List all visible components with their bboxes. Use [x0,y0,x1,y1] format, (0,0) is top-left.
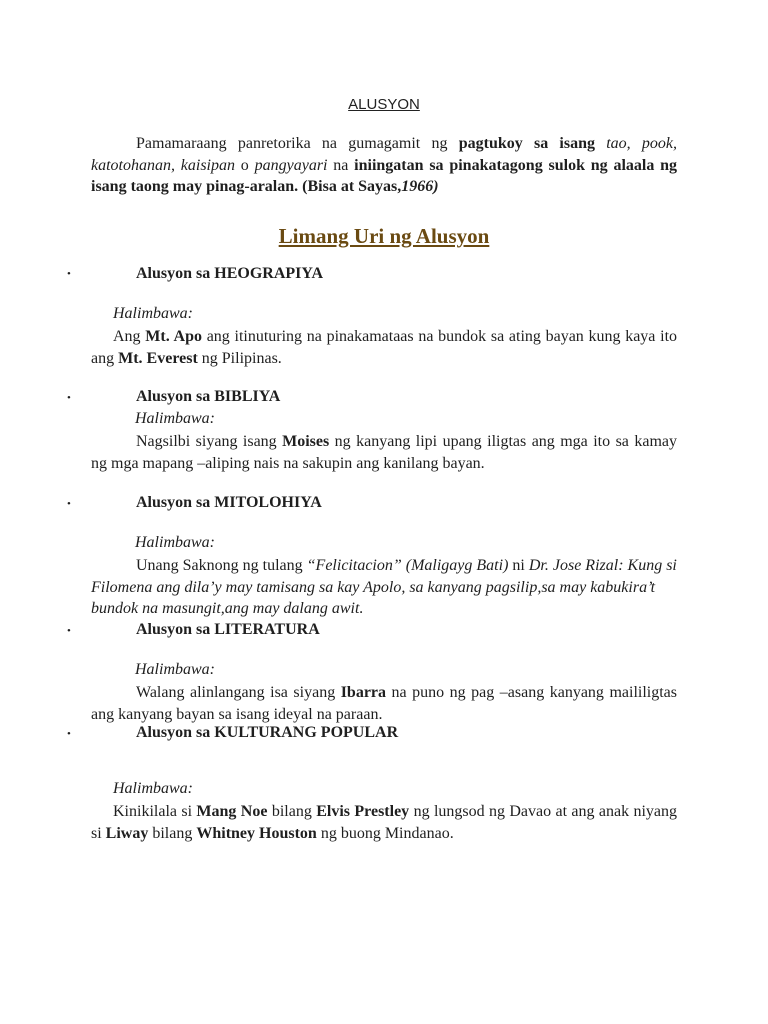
bold-run: Liway [105,824,149,842]
italic-run: Dr. Jose Rizal: Kung si Filomena ang dila’y may tamisang sa kay Apolo, sa kanyang pagsilip,sa may kabukira’t bundok na masungit,ang may dalang awit. [91,557,677,617]
text-run: ni [508,557,529,574]
text-run: Ang [113,328,146,345]
example-label: Halimbawa: [113,780,193,797]
definition-text-2 [595,135,606,152]
text-run: ng kanyang lipi upang iligtas ang mga ito sa kamay ng mga mapang –aliping nais na sakupin ang kanilang bayan. [91,433,678,472]
example-text-bibliya [91,431,677,474]
text-run: Nagsilbi siyang isang [136,433,283,450]
definition-italic-2: pangyayari [254,156,328,174]
definition-bold-2: iniingatan sa pinakatagong sulok ng alaala ng isang taong may pinag-aralan. (Bisa at Sayas, [91,156,678,195]
text-run: Kinikilala si [113,803,197,820]
definition-text-1: Pamamaraang panretorika na gumagamit ng [136,135,459,152]
definition-bold-italic: 1966) [401,178,439,195]
text-run: na puno ng pag –asang kanyang maililigtas ang kanyang bayan sa isang ideyal na paraan. [91,684,677,723]
bold-run: Mt. Everest [118,349,198,367]
bold-run: Mang Noe [196,803,268,820]
allusion-heading-heograpiya: Alusyon sa HEOGRAPIYA [136,265,324,282]
allusion-heading-kulturang-popular: Alusyon sa KULTURANG POPULAR [136,724,399,741]
example-text-heograpiya [91,326,677,369]
text-run: ng Pilipinas. [197,349,282,367]
text-run: bilang [148,824,197,842]
definition-text-4: na [327,156,355,174]
text-run: ng buong Mindanao. [316,824,454,842]
example-text-mitolohiya [91,555,677,620]
text-run: Walang alinlangang isa siyang [136,684,341,701]
bullet-icon: • [67,392,71,404]
definition-text-3: o [235,156,255,174]
example-label: Halimbawa: [135,661,215,678]
allusion-heading-literatura: Alusyon sa LITERATURA [136,621,320,638]
bold-run: Elvis Prestley [316,803,410,820]
bullet-icon: • [67,625,71,637]
example-text-kulturang-popular [91,801,677,844]
definition-italic-1: tao, pook, katotohanan, kaisipan [91,135,678,174]
text-run: ang itinuturing na pinakamataas na bundok sa ating bayan kung kaya ito ang [91,328,678,367]
bullet-icon: • [67,268,71,280]
text-run: bilang [267,803,317,820]
definition-paragraph [91,133,677,198]
example-text-literatura [91,682,677,725]
bold-run: Ibarra [340,684,387,701]
section-heading: Limang Uri ng Alusyon [278,224,490,248]
bold-run: Whitney Houston [196,824,317,842]
example-label: Halimbawa: [135,410,215,427]
allusion-heading-mitolohiya: Alusyon sa MITOLOHIYA [136,494,322,511]
allusion-heading-bibliya: Alusyon sa BIBLIYA [136,388,281,405]
example-label: Halimbawa: [113,305,193,322]
example-label: Halimbawa: [135,534,215,551]
italic-run: “Felicitacion” (Maligayg Bati) [306,557,509,574]
bold-run: Moises [282,433,330,450]
bullet-icon: • [67,728,71,740]
bullet-icon: • [67,498,71,510]
text-run: Unang Saknong ng tulang [136,557,307,574]
document-title: ALUSYON [348,96,420,113]
text-run: ng lungsod ng Davao at ang anak niyang si [91,803,678,842]
bold-run: Mt. Apo [145,328,202,345]
definition-bold-1: pagtukoy sa isang [458,135,595,152]
